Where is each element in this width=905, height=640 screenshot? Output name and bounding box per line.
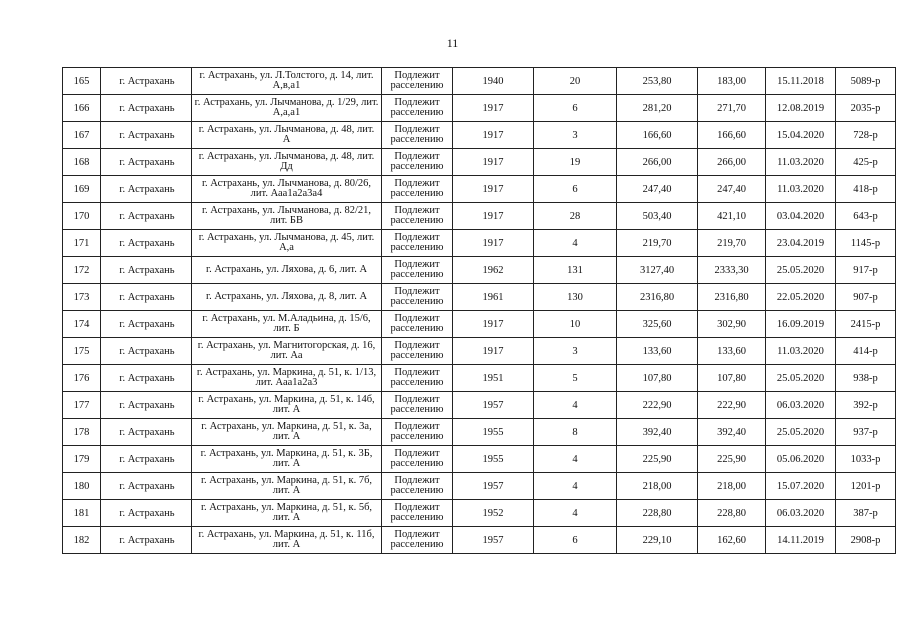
year-cell: 1961 [453,284,534,311]
year-cell: 1917 [453,203,534,230]
document-number-cell: 643-р [836,203,896,230]
year-cell: 1917 [453,95,534,122]
document-number-cell: 414-р [836,338,896,365]
total-area-cell: 228,80 [617,500,698,527]
city-cell: г. Астрахань [101,446,192,473]
total-area-cell: 166,60 [617,122,698,149]
decision-date-cell: 25.05.2020 [766,365,836,392]
row-number-cell: 177 [63,392,101,419]
page-number: 11 [446,36,459,50]
total-area-cell: 225,90 [617,446,698,473]
row-number-cell: 179 [63,446,101,473]
row-number-cell: 178 [63,419,101,446]
status-cell: Подлежит расселению [382,68,453,95]
living-area-cell: 225,90 [698,446,766,473]
address-cell: г. Астрахань, ул. М.Аладьина, д. 15/6, лит. Б [192,311,382,338]
address-cell: г. Астрахань, ул. Маркина, д. 51, к. 14б, лит. А [192,392,382,419]
residents-cell: 4 [534,392,617,419]
living-area-cell: 302,90 [698,311,766,338]
city-cell: г. Астрахань [101,365,192,392]
table-row [63,338,896,365]
living-area-cell: 218,00 [698,473,766,500]
decision-date-cell: 25.05.2020 [766,419,836,446]
decision-date-cell: 23.04.2019 [766,230,836,257]
status-cell: Подлежит расселению [382,473,453,500]
decision-date-cell: 11.03.2020 [766,338,836,365]
residents-cell: 4 [534,230,617,257]
total-area-cell: 2316,80 [617,284,698,311]
row-number-cell: 172 [63,257,101,284]
city-cell: г. Астрахань [101,203,192,230]
city-cell: г. Астрахань [101,284,192,311]
address-cell: г. Астрахань, ул. Маркина, д. 51, к. 3Б, лит. А [192,446,382,473]
document-number-cell: 1201-р [836,473,896,500]
residents-cell: 3 [534,122,617,149]
status-cell: Подлежит расселению [382,338,453,365]
status-cell: Подлежит расселению [382,230,453,257]
year-cell: 1917 [453,122,534,149]
status-cell: Подлежит расселению [382,149,453,176]
table-row [63,500,896,527]
status-cell: Подлежит расселению [382,365,453,392]
document-number-cell: 2908-р [836,527,896,554]
living-area-cell: 421,10 [698,203,766,230]
row-number-cell: 181 [63,500,101,527]
living-area-cell: 2333,30 [698,257,766,284]
table-row [63,365,896,392]
living-area-cell: 166,60 [698,122,766,149]
document-number-cell: 937-р [836,419,896,446]
table-row [63,419,896,446]
decision-date-cell: 14.11.2019 [766,527,836,554]
residents-cell: 6 [534,176,617,203]
total-area-cell: 107,80 [617,365,698,392]
document-number-cell: 728-р [836,122,896,149]
status-cell: Подлежит расселению [382,203,453,230]
document-number-cell: 387-р [836,500,896,527]
table-row [63,473,896,500]
address-cell: г. Астрахань, ул. Маркина, д. 51, к. 5б, лит. А [192,500,382,527]
living-area-cell: 266,00 [698,149,766,176]
document-number-cell: 392-р [836,392,896,419]
document-number-cell: 907-р [836,284,896,311]
row-number-cell: 165 [63,68,101,95]
year-cell: 1957 [453,473,534,500]
status-cell: Подлежит расселению [382,527,453,554]
living-area-cell: 162,60 [698,527,766,554]
address-cell: г. Астрахань, ул. Маркина, д. 51, к. 1/13, лит. Ааа1а2а3 [192,365,382,392]
decision-date-cell: 05.06.2020 [766,446,836,473]
address-cell: г. Астрахань, ул. Ляхова, д. 6, лит. А [192,257,382,284]
document-number-cell: 2035-р [836,95,896,122]
city-cell: г. Астрахань [101,527,192,554]
row-number-cell: 169 [63,176,101,203]
address-cell: г. Астрахань, ул. Лычманова, д. 48, лит. Дд [192,149,382,176]
total-area-cell: 133,60 [617,338,698,365]
residents-cell: 130 [534,284,617,311]
residents-cell: 4 [534,446,617,473]
total-area-cell: 219,70 [617,230,698,257]
table-row [63,284,896,311]
document-number-cell: 1145-р [836,230,896,257]
city-cell: г. Астрахань [101,257,192,284]
total-area-cell: 3127,40 [617,257,698,284]
city-cell: г. Астрахань [101,149,192,176]
table-row [63,68,896,95]
total-area-cell: 503,40 [617,203,698,230]
city-cell: г. Астрахань [101,392,192,419]
living-area-cell: 247,40 [698,176,766,203]
address-cell: г. Астрахань, ул. Лычманова, д. 48, лит. А [192,122,382,149]
total-area-cell: 325,60 [617,311,698,338]
living-area-cell: 219,70 [698,230,766,257]
row-number-cell: 166 [63,95,101,122]
year-cell: 1952 [453,500,534,527]
residents-cell: 4 [534,500,617,527]
document-number-cell: 418-р [836,176,896,203]
document-number-cell: 1033-р [836,446,896,473]
row-number-cell: 168 [63,149,101,176]
decision-date-cell: 11.03.2020 [766,176,836,203]
city-cell: г. Астрахань [101,311,192,338]
decision-date-cell: 03.04.2020 [766,203,836,230]
decision-date-cell: 15.07.2020 [766,473,836,500]
status-cell: Подлежит расселению [382,311,453,338]
address-cell: г. Астрахань, ул. Лычманова, д. 1/29, лит. А,а,а1 [192,95,382,122]
living-area-cell: 107,80 [698,365,766,392]
year-cell: 1917 [453,311,534,338]
city-cell: г. Астрахань [101,473,192,500]
city-cell: г. Астрахань [101,68,192,95]
living-area-cell: 392,40 [698,419,766,446]
city-cell: г. Астрахань [101,230,192,257]
address-cell: г. Астрахань, ул. Лычманова, д. 45, лит. А,а [192,230,382,257]
status-cell: Подлежит расселению [382,95,453,122]
decision-date-cell: 25.05.2020 [766,257,836,284]
city-cell: г. Астрахань [101,419,192,446]
table-row [63,176,896,203]
residents-cell: 28 [534,203,617,230]
housing-table [62,67,896,554]
table-row [63,257,896,284]
table-row [63,311,896,338]
year-cell: 1940 [453,68,534,95]
status-cell: Подлежит расселению [382,284,453,311]
year-cell: 1917 [453,230,534,257]
total-area-cell: 218,00 [617,473,698,500]
city-cell: г. Астрахань [101,500,192,527]
row-number-cell: 175 [63,338,101,365]
document-number-cell: 5089-р [836,68,896,95]
year-cell: 1955 [453,419,534,446]
year-cell: 1917 [453,149,534,176]
year-cell: 1957 [453,392,534,419]
address-cell: г. Астрахань, ул. Маркина, д. 51, к. 3а, лит. А [192,419,382,446]
decision-date-cell: 15.04.2020 [766,122,836,149]
address-cell: г. Астрахань, ул. Маркина, д. 51, к. 11б, лит. А [192,527,382,554]
residents-cell: 10 [534,311,617,338]
city-cell: г. Астрахань [101,176,192,203]
decision-date-cell: 06.03.2020 [766,500,836,527]
table-row [63,527,896,554]
year-cell: 1917 [453,176,534,203]
status-cell: Подлежит расселению [382,500,453,527]
status-cell: Подлежит расселению [382,176,453,203]
row-number-cell: 171 [63,230,101,257]
table-row [63,392,896,419]
table-row [63,149,896,176]
residents-cell: 8 [534,419,617,446]
row-number-cell: 167 [63,122,101,149]
decision-date-cell: 22.05.2020 [766,284,836,311]
row-number-cell: 170 [63,203,101,230]
year-cell: 1955 [453,446,534,473]
year-cell: 1917 [453,338,534,365]
living-area-cell: 2316,80 [698,284,766,311]
row-number-cell: 180 [63,473,101,500]
decision-date-cell: 11.03.2020 [766,149,836,176]
decision-date-cell: 06.03.2020 [766,392,836,419]
total-area-cell: 222,90 [617,392,698,419]
table-row [63,230,896,257]
table-row [63,95,896,122]
document-number-cell: 917-р [836,257,896,284]
table-body [63,68,896,554]
residents-cell: 5 [534,365,617,392]
living-area-cell: 228,80 [698,500,766,527]
decision-date-cell: 12.08.2019 [766,95,836,122]
total-area-cell: 229,10 [617,527,698,554]
status-cell: Подлежит расселению [382,419,453,446]
city-cell: г. Астрахань [101,338,192,365]
residents-cell: 20 [534,68,617,95]
living-area-cell: 222,90 [698,392,766,419]
row-number-cell: 173 [63,284,101,311]
document-number-cell: 425-р [836,149,896,176]
year-cell: 1957 [453,527,534,554]
decision-date-cell: 16.09.2019 [766,311,836,338]
document-number-cell: 938-р [836,365,896,392]
total-area-cell: 247,40 [617,176,698,203]
city-cell: г. Астрахань [101,122,192,149]
address-cell: г. Астрахань, ул. Ляхова, д. 8, лит. А [192,284,382,311]
status-cell: Подлежит расселению [382,122,453,149]
address-cell: г. Астрахань, ул. Л.Толстого, д. 14, лит. А,в,а1 [192,68,382,95]
row-number-cell: 176 [63,365,101,392]
document-number-cell: 2415-р [836,311,896,338]
status-cell: Подлежит расселению [382,392,453,419]
living-area-cell: 271,70 [698,95,766,122]
living-area-cell: 183,00 [698,68,766,95]
decision-date-cell: 15.11.2018 [766,68,836,95]
status-cell: Подлежит расселению [382,257,453,284]
residents-cell: 6 [534,527,617,554]
address-cell: г. Астрахань, ул. Лычманова, д. 82/21, лит. БВ [192,203,382,230]
table-row [63,446,896,473]
residents-cell: 19 [534,149,617,176]
total-area-cell: 253,80 [617,68,698,95]
residents-cell: 4 [534,473,617,500]
row-number-cell: 174 [63,311,101,338]
living-area-cell: 133,60 [698,338,766,365]
total-area-cell: 266,00 [617,149,698,176]
status-cell: Подлежит расселению [382,446,453,473]
year-cell: 1962 [453,257,534,284]
address-cell: г. Астрахань, ул. Магнитогорская, д. 16, лит. Аа [192,338,382,365]
address-cell: г. Астрахань, ул. Лычманова, д. 80/26, лит. Ааа1а2а3а4 [192,176,382,203]
year-cell: 1951 [453,365,534,392]
row-number-cell: 182 [63,527,101,554]
residents-cell: 3 [534,338,617,365]
address-cell: г. Астрахань, ул. Маркина, д. 51, к. 7б, лит. А [192,473,382,500]
total-area-cell: 392,40 [617,419,698,446]
residents-cell: 131 [534,257,617,284]
table-row [63,203,896,230]
city-cell: г. Астрахань [101,95,192,122]
table-row [63,122,896,149]
total-area-cell: 281,20 [617,95,698,122]
residents-cell: 6 [534,95,617,122]
